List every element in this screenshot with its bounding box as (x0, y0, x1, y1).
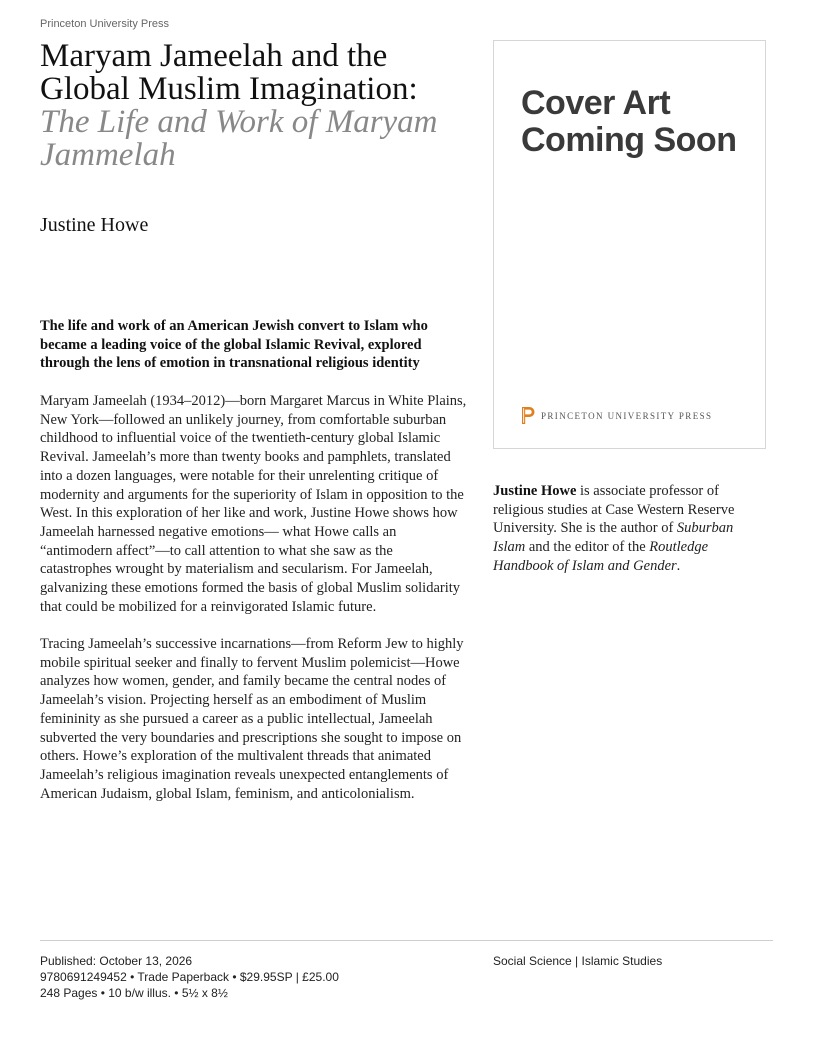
publisher-header: Princeton University Press (40, 18, 169, 30)
bio-text-3: . (676, 557, 681, 574)
book-tagline: The life and work of an American Jewish convert to Islam who became a leading voice of the global Islamic Revival, explored through the lens of emotion in transnational religious identity (40, 318, 428, 372)
princeton-p-logo-icon (521, 407, 536, 424)
author-name: Justine Howe (40, 214, 149, 236)
cover-placeholder (493, 40, 766, 449)
title-block (40, 40, 470, 172)
description-paragraph-1: Maryam Jameelah (1934–2012)—born Margaret Marcus in White Plains, New York—followed an unlikely journey, from comfortable suburban childhood to influential voice of the twentieth-century global Islamic Revival. Jameelah’s more than twenty books and pamphlets, translated into a dozen languages, were notable for their unrelenting critique of modernity and arguments for the superiority of Islam in opposition to the West. In this exploration of her like and work, Justine Howe shows how Jameelah harnessed negative emotions— what Howe calls an “antimodern affect”—to call attention to what she saw as the catastrophes wrought by materialism and secularism. For Jameelah, galvanizing these emotions formed the basis of global Muslim solidarity that could be mobilized for a reinvigorated Islamic future. (40, 393, 467, 615)
page-count-specs: 248 Pages • 10 b/w illus. • 5½ x 8½ (40, 986, 228, 1000)
bio-text-2: and the editor of the (525, 539, 650, 556)
book-title-line-2: Global Muslim Imagination: (40, 71, 418, 107)
author-bio (493, 482, 753, 576)
publisher-logo (521, 407, 712, 424)
cover-text-line-2: Coming Soon (521, 121, 737, 159)
bio-book-2: Routledge Handbook of Islam and Gender (493, 539, 709, 574)
cover-text-line-1: Cover Art (521, 84, 671, 122)
publication-date: Published: October 13, 2026 (40, 954, 193, 968)
footer-divider (40, 940, 773, 941)
book-subtitle-line-1: The Life and Work of Maryam (40, 104, 438, 140)
subject-categories: Social Science | Islamic Studies (493, 954, 663, 968)
book-title-line-1: Maryam Jameelah and the (40, 38, 388, 74)
description-paragraph-2: Tracing Jameelah’s successive incarnations—from Reform Jew to highly mobile spiritual seeker and finally to fervent Muslim polemicist—Howe analyzes how women, gender, and family became the central nodes of Jameelah’s vision. Projecting herself as an embodiment of Muslim femininity as she pursued a career as a public intellectual, Jameelah subverted the very boundaries and prescriptions she sought to impose on others. Howe’s exploration of the multivalent threads that animated Jameelah’s religious imagination reveals unexpected entanglements of American Judaism, global Islam, feminism, and anticolonialism. (40, 636, 464, 802)
bio-author-name: Justine Howe (493, 483, 577, 499)
isbn-format-price: 9780691249452 • Trade Paperback • $29.95SP | £25.00 (40, 970, 339, 984)
cover-placeholder-text (521, 85, 736, 159)
bio-book-1: Suburban Islam (493, 520, 734, 556)
footer-publication-details (40, 953, 339, 1001)
bio-text-1: is associate professor of religious studies at Case Western Reserve University. She is the author of (493, 483, 735, 537)
book-subtitle-line-2: Jammelah (40, 137, 176, 173)
publisher-logo-text: PRINCETON UNIVERSITY PRESS (541, 410, 713, 421)
